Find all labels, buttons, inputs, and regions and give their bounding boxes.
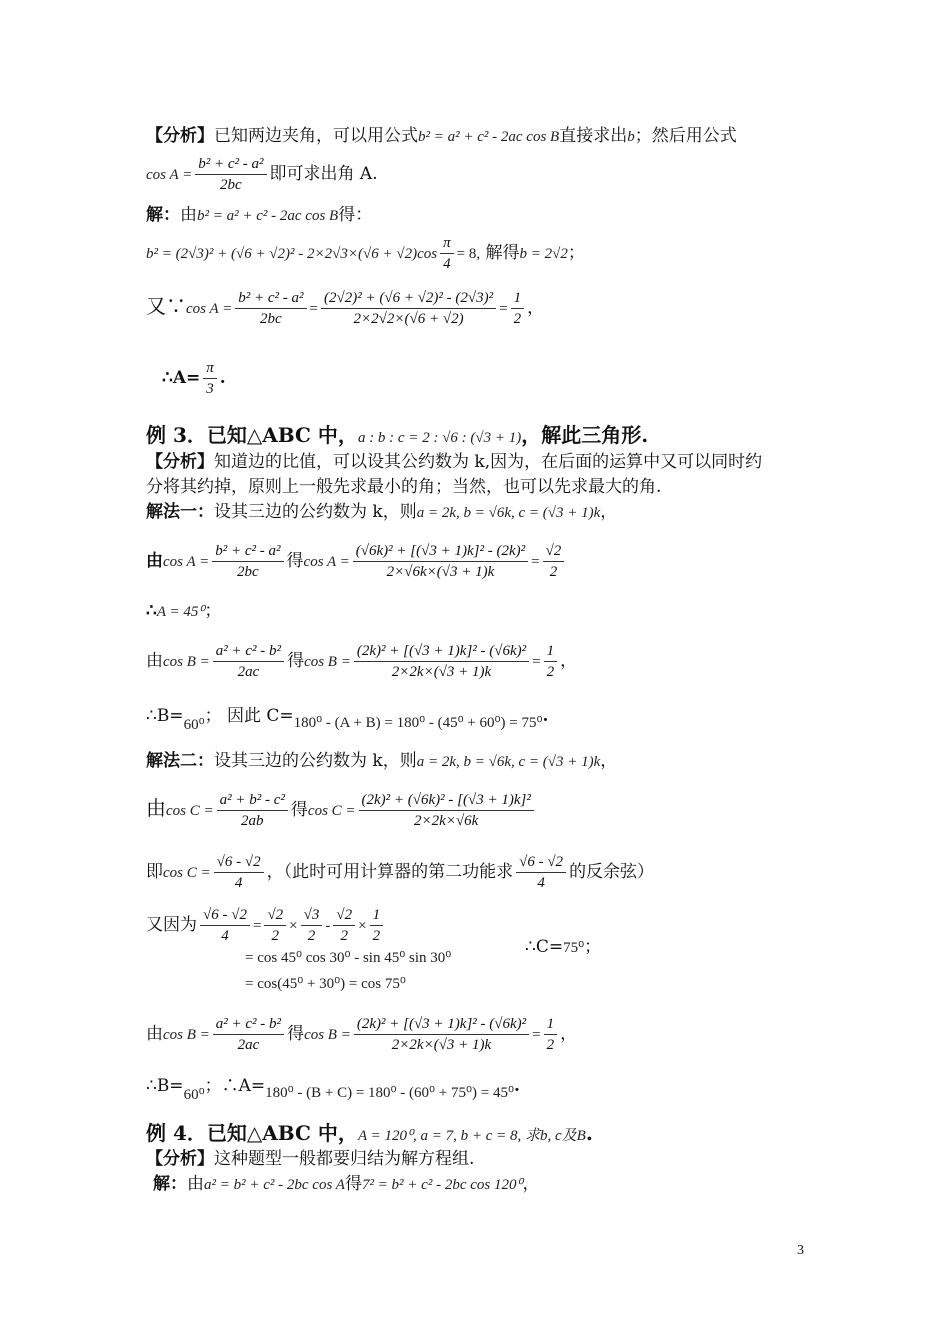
solution-line-3: 又∵cos A = $\frac{\text{b² + c² - a²}}{2bc}$ = $\frac{\text{(2√2)² + (√6 + √2)² - (2√3)²}}{2\times 2√2\times(√6 + √2)}$ = $\frac{1}{2}$ ， xyxy=(146,290,545,327)
example-3-heading: 例 3．已知△ABC 中，a : b : c = 2 : √6 : (√3 + 1)，解此三角形. xyxy=(146,423,649,447)
solution-line-4: ∴A= $\frac{\pi}{3}$ . xyxy=(162,360,226,397)
example-3-analysis-2: 分将其约掉，原则上一般先求最小的角；当然，也可以先求最大的角. xyxy=(146,477,662,497)
example-4-solution: 解：由a² = b² + c² - 2bc cos A得7² = b² + c² - 2bc cos 120⁰， xyxy=(153,1174,540,1194)
example-3-analysis-1: 【分析】知道边的比值，可以设其公约数为 k,因为，在后面的运算中又可以同时约 xyxy=(146,452,763,472)
method-2-cos-c-value: 即cos C = $\frac{√6 - √2}{4}$ ，（此时可用计算器的第二功能求 $\frac{√6 - √2}{4}$ 的反余弦） xyxy=(146,854,655,891)
method-2-identity-line-2: = cos 45⁰ cos 30⁰ - sin 45⁰ sin 30⁰ xyxy=(245,950,452,966)
example-4-heading: 例 4．已知△ABC 中，A = 120⁰, a = 7, b + c = 8, 求b, c及B. xyxy=(146,1121,593,1145)
method-1-cos-a: 由cos A = $\frac{\text{b² + c² - a²}}{2bc}$ 得cos A = $\frac{\text{(√6k)² + [(√3 + 1)k]² - (2k)²}}{2\times√6k\times(√3 + 1)k}$ = $\frac{√2}{2}$ xyxy=(146,541,567,582)
method-2-angles-ba: ∴B=60⁰；∴A=180⁰ - (B + C) = 180⁰ - (60⁰ + 75⁰) = 45⁰. xyxy=(146,1076,520,1103)
method-2-angle-c: ∴C=75⁰； xyxy=(525,937,602,957)
fraction: $\frac{\text{b² + c² - a²}}{2bc}$ xyxy=(195,154,266,195)
analysis-line-2: cos A = $\frac{\text{b² + c² - a²}}{2bc}$ 即可求出角 A. xyxy=(146,156,378,193)
method-2-cos-c: 由cos C = $\frac{\text{a² + b² - c²}}{2ab}$ 得cos C = $\frac{\text{(2k)² + (√6k)² - [(√3 + 1)k]²}}{2\times 2k\times√6k}$ xyxy=(146,790,537,831)
formula: b² = a² + c² - 2ac cos B xyxy=(418,129,560,145)
method-1-intro: 解法一：设其三边的公约数为 k，则a = 2k, b = √6k, c = (√3 + 1)k， xyxy=(146,502,618,522)
example-4-analysis: 【分析】这种题型一般都要归结为解方程组. xyxy=(146,1149,475,1169)
solution-line-1: 解：由b² = a² + c² - 2ac cos B得： xyxy=(146,205,373,225)
analysis-label: 【分析】 xyxy=(146,126,214,146)
method-1-cos-b: 由cos B = $\frac{\text{a² + c² - b²}}{2ac}$ 得cos B = $\frac{\text{(2k)² + [(√3 + 1)k]² - (√6k)²}}{2\times 2k\times(√3 + 1)k}$ = $\frac{1}{2}$ ， xyxy=(146,643,578,680)
method-2-intro: 解法二：设其三边的公约数为 k，则a = 2k, b = √6k, c = (√3 + 1)k， xyxy=(146,751,618,771)
method-2-identity-line-3: = cos(45⁰ + 30⁰) = cos 75⁰ xyxy=(245,976,406,992)
method-1-angles-bc: ∴B=60⁰； 因此 C=180⁰ - (A + B) = 180⁰ - (45⁰ + 60⁰) = 75⁰. xyxy=(146,706,549,733)
method-2-cos-b: 由cos B = $\frac{\text{a² + c² - b²}}{2ac}$ 得cos B = $\frac{\text{(2k)² + [(√3 + 1)k]² - (√6k)²}}{2\times 2k\times(√3 + 1)k}$ = $\frac{1}{2}$ ， xyxy=(146,1016,578,1053)
solution-line-2: b² = (2√3)² + (√6 + √2)² - 2×2√3×(√6 + √2)cos $\frac{\pi}{4}$ = 8, 解得b = 2√2； xyxy=(146,235,585,272)
analysis-line-1: 【分析】已知两边夹角，可以用公式b² = a² + c² - 2ac cos B直接求出b；然后用公式 xyxy=(146,126,737,146)
page-number: 3 xyxy=(797,1243,804,1258)
method-1-angle-a: ∴A = 45⁰； xyxy=(146,601,222,621)
method-2-identity: 又因为 $\frac{√6 - √2}{4}$ = $\frac{√2}{2}$ × $\frac{√3}{2}$ - $\frac{√2}{2}$ × $\frac{1}{2}$ xyxy=(146,905,386,946)
